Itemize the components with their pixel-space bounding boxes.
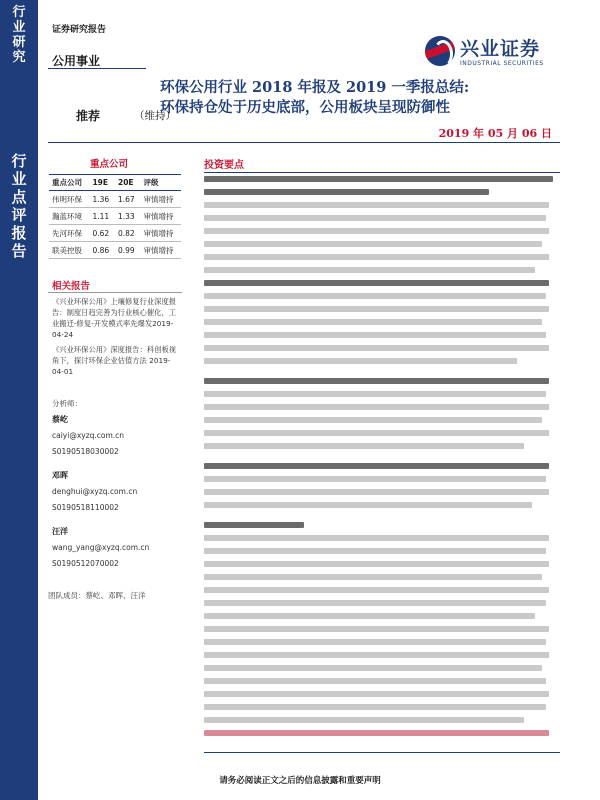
report-date: 2019 年 05 月 06 日 xyxy=(438,127,552,140)
analyst-name: 汪洋 xyxy=(52,527,68,536)
text-line-placeholder xyxy=(204,678,546,684)
text-line-placeholder xyxy=(204,404,549,410)
text-line-placeholder xyxy=(204,704,546,710)
text-line-placeholder xyxy=(204,378,549,384)
text-line-placeholder xyxy=(204,652,549,658)
analyst-email[interactable]: wang_yang@xyzq.com.cn xyxy=(52,543,150,552)
text-line-placeholder xyxy=(204,228,549,234)
report-series-label: 证券研究报告 xyxy=(52,25,107,35)
text-line-placeholder xyxy=(204,430,549,436)
table-cell: 伟明环保 xyxy=(49,191,89,208)
text-line-placeholder xyxy=(204,463,549,469)
text-line-placeholder xyxy=(204,319,542,325)
analyst-name: 邓晖 xyxy=(52,471,68,480)
text-line-placeholder xyxy=(204,345,549,351)
text-line-placeholder xyxy=(204,489,549,495)
table-cell: 联美控股 xyxy=(49,242,89,259)
text-line-placeholder xyxy=(204,215,546,221)
logo-subtitle: INDUSTRIAL SECURITIES xyxy=(460,60,544,67)
text-line-placeholder xyxy=(204,561,549,567)
analyst-entry xyxy=(52,468,182,516)
industry-divider xyxy=(48,68,146,69)
related-report-link[interactable]: 《兴业环保公用》上壤修复行业深度报告：制度日趋完善为行业核心催化，工业搬迁-修复-开发模式率先爆发2019-04-24 xyxy=(52,297,177,339)
table-cell: 审慎增持 xyxy=(141,191,182,208)
analyst-name: 蔡屹 xyxy=(52,415,68,424)
table-cell: 0.62 xyxy=(89,225,115,242)
rating-change: （维持） xyxy=(134,110,176,122)
text-line-placeholder xyxy=(204,358,517,364)
table-row xyxy=(49,225,181,242)
table-cell: 审慎增持 xyxy=(141,208,182,225)
text-line-placeholder xyxy=(204,613,535,619)
table-cell: 1.33 xyxy=(115,208,141,225)
table-row xyxy=(49,242,181,259)
table-row xyxy=(49,191,181,208)
footer-disclaimer: 请务必阅读正文之后的信息披露和重要声明 xyxy=(219,776,381,786)
related-reports-divider xyxy=(48,292,182,293)
report-title-line-2: 环保持仓处于历史底部，公用板块呈现防御性 xyxy=(160,99,450,116)
analyst-email[interactable]: denghui@xyzq.com.cn xyxy=(52,487,138,496)
report-title xyxy=(160,78,580,118)
text-line-placeholder xyxy=(204,476,546,482)
column-header: 19E xyxy=(89,175,115,191)
text-line-placeholder xyxy=(204,267,535,273)
team-members: 团队成员：蔡屹、邓晖、汪洋 xyxy=(48,591,146,600)
table-cell: 1.11 xyxy=(89,208,115,225)
table-cell: 审慎增持 xyxy=(141,242,182,259)
column-header: 评级 xyxy=(141,175,182,191)
table-row xyxy=(49,208,181,225)
column-header: 20E xyxy=(115,175,141,191)
text-line-placeholder xyxy=(204,665,542,671)
risk-divider xyxy=(204,752,560,753)
report-title-line-1: 环保公用行业 2018 年报及 2019 一季报总结: xyxy=(160,79,470,96)
table-cell: 1.67 xyxy=(115,191,141,208)
table-cell: 0.82 xyxy=(115,225,141,242)
text-line-placeholder xyxy=(204,691,549,697)
industry-label: 公用事业 xyxy=(52,54,101,68)
text-line-placeholder xyxy=(204,332,546,338)
analyst-cert: S0190518110002 xyxy=(52,503,119,512)
text-line-placeholder xyxy=(204,293,546,299)
analyst-entry xyxy=(52,412,182,460)
header-divider xyxy=(48,142,560,143)
summary-title: 投资要点 xyxy=(204,160,244,171)
table-cell: 先河环保 xyxy=(49,225,89,242)
text-line-placeholder xyxy=(204,522,304,528)
rating-label: 推荐 xyxy=(76,109,101,123)
related-reports-title: 相关报告 xyxy=(52,281,91,292)
analyst-email[interactable]: caiyi@xyzq.com.cn xyxy=(52,431,125,440)
text-line-placeholder xyxy=(204,502,532,508)
summary-divider xyxy=(204,172,560,173)
table-cell: 0.86 xyxy=(89,242,115,259)
sidebar xyxy=(0,0,38,800)
company-logo xyxy=(425,34,560,74)
logo-mark-icon xyxy=(425,36,455,66)
text-line-placeholder xyxy=(204,254,549,260)
text-line-placeholder xyxy=(204,391,546,397)
analyst-cert: S0190512070002 xyxy=(52,559,119,568)
logo-name: 兴业证券 xyxy=(460,38,541,60)
text-line-placeholder xyxy=(204,306,549,312)
text-line-placeholder xyxy=(204,730,549,736)
table-cell: 瀚蓝环境 xyxy=(49,208,89,225)
text-line-placeholder xyxy=(204,280,549,286)
key-companies-table xyxy=(49,174,181,259)
analyst-cert: S0190518030002 xyxy=(52,447,119,456)
text-line-placeholder xyxy=(204,626,549,632)
text-line-placeholder xyxy=(204,417,542,423)
table-cell: 1.36 xyxy=(89,191,115,208)
text-line-placeholder xyxy=(204,587,549,593)
text-line-placeholder xyxy=(204,241,542,247)
text-line-placeholder xyxy=(204,202,549,208)
text-line-placeholder xyxy=(204,176,553,182)
analyst-label: 分析师： xyxy=(52,399,82,408)
key-companies-title: 重点公司 xyxy=(90,159,129,170)
related-report-link[interactable]: 《兴业环保公用》深度报告：科创板视角下，探讨环保企业估值方法 2019-04-01 xyxy=(52,345,177,376)
table-cell: 0.99 xyxy=(115,242,141,259)
text-line-placeholder xyxy=(204,548,546,554)
sidebar-report-type-label: 行业点评报告 xyxy=(11,152,27,260)
text-line-placeholder xyxy=(204,600,546,606)
text-line-placeholder xyxy=(204,535,549,541)
analyst-entry xyxy=(52,524,182,572)
text-line-placeholder xyxy=(204,717,524,723)
related-reports-list xyxy=(52,296,182,381)
table-header-row xyxy=(49,175,181,191)
text-line-placeholder xyxy=(204,639,546,645)
text-line-placeholder xyxy=(204,574,542,580)
text-line-placeholder xyxy=(204,189,489,195)
summary-body-illegible-text xyxy=(204,176,560,742)
text-line-placeholder xyxy=(204,443,524,449)
sidebar-category-label: 行业研究 xyxy=(12,5,26,65)
table-cell: 审慎增持 xyxy=(141,225,182,242)
column-header: 重点公司 xyxy=(49,175,89,191)
